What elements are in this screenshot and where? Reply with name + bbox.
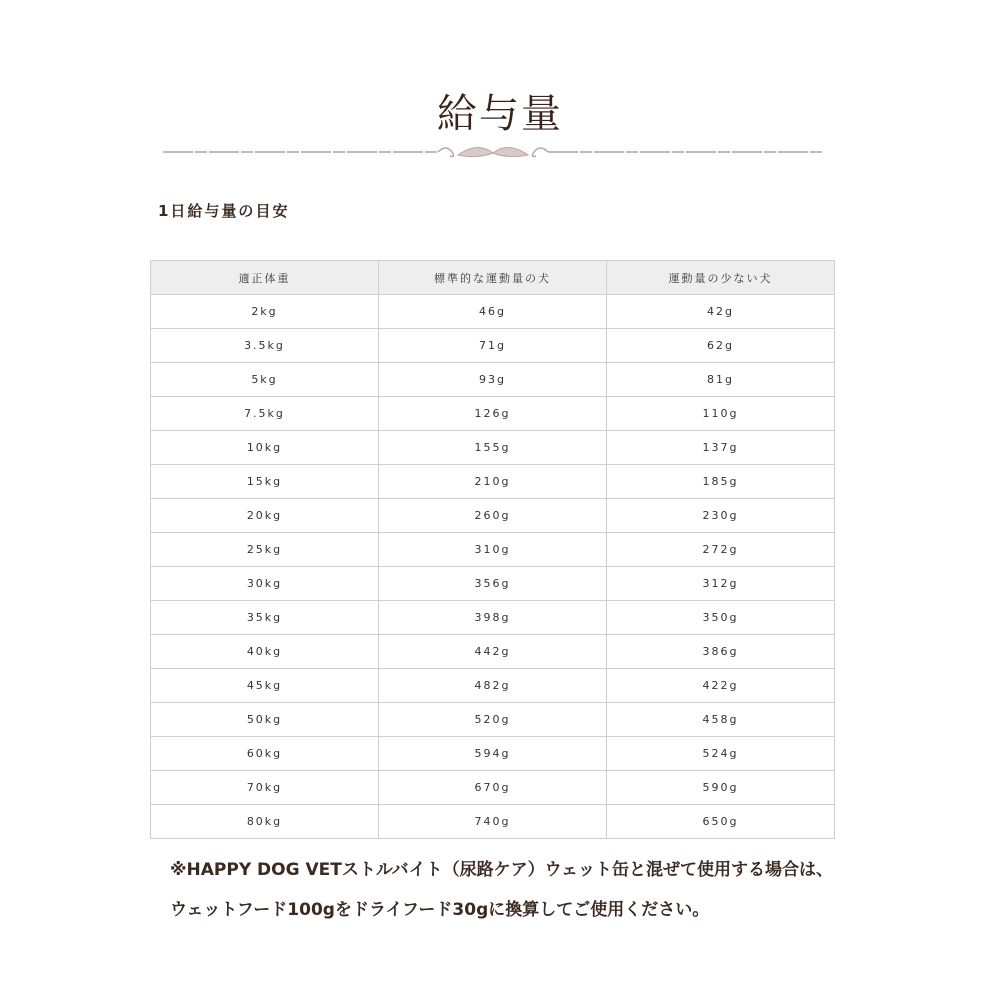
note-line-2: ウェットフード100gをドライフード30gに換算してご使用ください。 [170, 900, 710, 920]
header-weight: 適正体重 [151, 261, 379, 295]
weight-cell: 35kg [151, 601, 379, 635]
weight-cell: 80kg [151, 805, 379, 839]
standard-amount-cell: 93g [379, 363, 607, 397]
weight-cell: 70kg [151, 771, 379, 805]
low-amount-cell: 650g [607, 805, 835, 839]
table-row [151, 465, 835, 499]
page-title: 給与量 [437, 91, 563, 137]
standard-amount-cell: 482g [379, 669, 607, 703]
low-amount-cell: 386g [607, 635, 835, 669]
standard-amount-cell: 71g [379, 329, 607, 363]
table-row [151, 669, 835, 703]
low-amount-cell: 422g [607, 669, 835, 703]
weight-cell: 60kg [151, 737, 379, 771]
table-row [151, 397, 835, 431]
table-row [151, 771, 835, 805]
standard-amount-cell: 356g [379, 567, 607, 601]
table-row [151, 431, 835, 465]
weight-cell: 25kg [151, 533, 379, 567]
low-amount-cell: 110g [607, 397, 835, 431]
low-amount-cell: 62g [607, 329, 835, 363]
low-amount-cell: 185g [607, 465, 835, 499]
table-header-row [151, 261, 835, 295]
header-low-activity: 運動量の少ない犬 [607, 261, 835, 295]
weight-cell: 5kg [151, 363, 379, 397]
table-row [151, 635, 835, 669]
standard-amount-cell: 670g [379, 771, 607, 805]
weight-cell: 50kg [151, 703, 379, 737]
low-amount-cell: 272g [607, 533, 835, 567]
weight-cell: 7.5kg [151, 397, 379, 431]
table-row [151, 329, 835, 363]
ornamental-divider [163, 143, 823, 161]
standard-amount-cell: 594g [379, 737, 607, 771]
weight-cell: 40kg [151, 635, 379, 669]
table-row [151, 703, 835, 737]
weight-cell: 30kg [151, 567, 379, 601]
weight-cell: 2kg [151, 295, 379, 329]
low-amount-cell: 137g [607, 431, 835, 465]
table-row [151, 295, 835, 329]
table-row [151, 601, 835, 635]
table-row [151, 363, 835, 397]
feeding-table [150, 260, 835, 839]
weight-cell: 45kg [151, 669, 379, 703]
table-row [151, 499, 835, 533]
standard-amount-cell: 520g [379, 703, 607, 737]
weight-cell: 3.5kg [151, 329, 379, 363]
weight-cell: 10kg [151, 431, 379, 465]
header-standard-activity: 標準的な運動量の犬 [379, 261, 607, 295]
standard-amount-cell: 398g [379, 601, 607, 635]
standard-amount-cell: 126g [379, 397, 607, 431]
standard-amount-cell: 310g [379, 533, 607, 567]
low-amount-cell: 42g [607, 295, 835, 329]
section-subtitle: 1日給与量の目安 [158, 202, 290, 220]
standard-amount-cell: 740g [379, 805, 607, 839]
table-row [151, 737, 835, 771]
standard-amount-cell: 210g [379, 465, 607, 499]
weight-cell: 20kg [151, 499, 379, 533]
weight-cell: 15kg [151, 465, 379, 499]
low-amount-cell: 81g [607, 363, 835, 397]
table-row [151, 567, 835, 601]
table-row [151, 533, 835, 567]
low-amount-cell: 312g [607, 567, 835, 601]
low-amount-cell: 230g [607, 499, 835, 533]
note-line-1: ※HAPPY DOG VETストルバイト（尿路ケア）ウェット缶と混ぜて使用する場合は、 [170, 860, 833, 880]
low-amount-cell: 458g [607, 703, 835, 737]
table-row [151, 805, 835, 839]
standard-amount-cell: 155g [379, 431, 607, 465]
standard-amount-cell: 442g [379, 635, 607, 669]
low-amount-cell: 350g [607, 601, 835, 635]
low-amount-cell: 524g [607, 737, 835, 771]
low-amount-cell: 590g [607, 771, 835, 805]
standard-amount-cell: 46g [379, 295, 607, 329]
standard-amount-cell: 260g [379, 499, 607, 533]
